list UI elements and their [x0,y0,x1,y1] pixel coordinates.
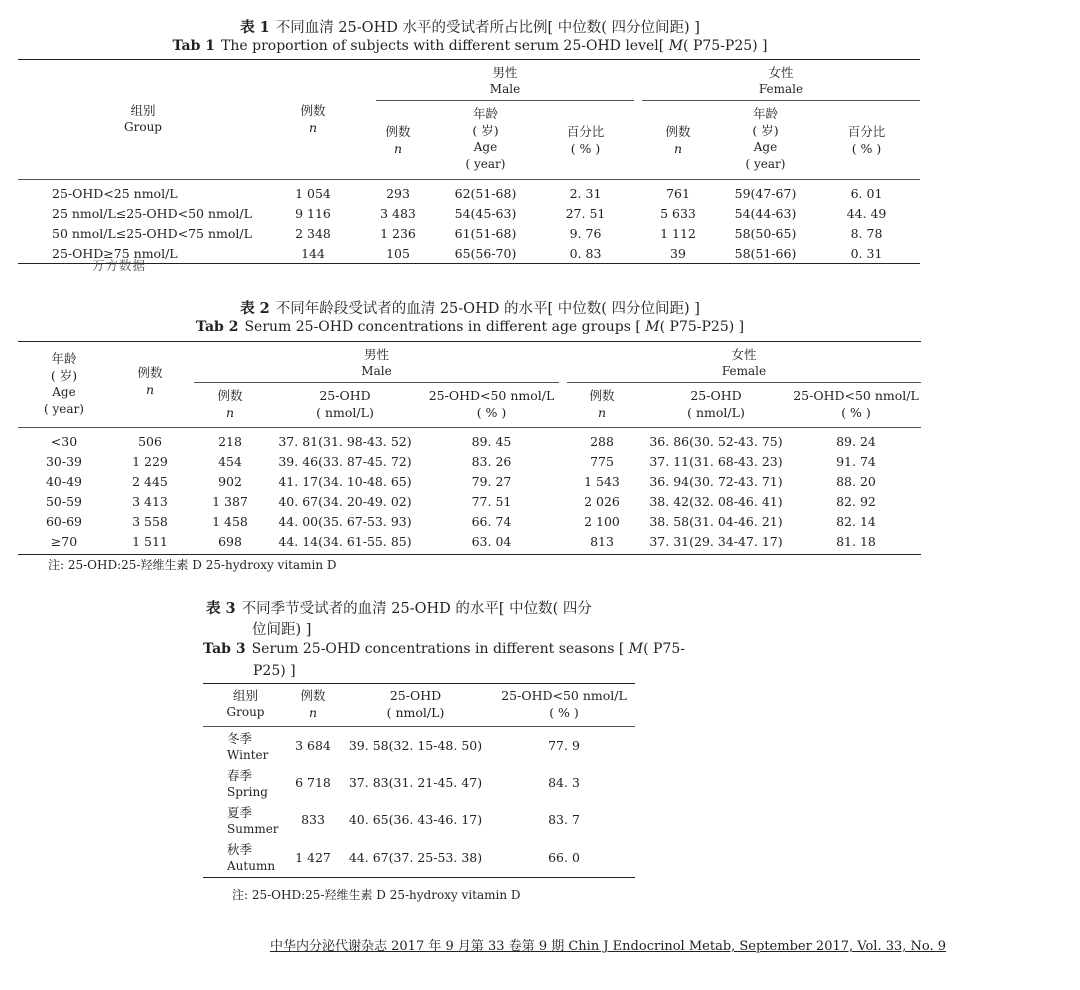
t2-head-female-lt50: 25-OHD<50 nmol/L ( % ) [791,383,921,428]
t3-head-n: 例数 n [288,684,338,727]
t1-head-male-n: 例数 n [358,101,438,180]
t2-head-female-n: 例数 n [563,383,641,428]
table2 [18,341,921,555]
table1-caption-zh: 表 1 不同血清 25-OHD 水平的受试者所占比例[ 中位数( 四分位间距) ] [240,19,700,36]
table3-note: 注: 25-OHD:25-羟维生素 D 25-hydroxy vitamin D [232,888,521,902]
t3-head-ohd: 25-OHD ( nmol/L) [338,684,493,727]
t2-head-n: 例数 n [110,342,190,428]
table-row: 30-39 1 229 454 39. 46(33. 87-45. 72) 83. 26 775 37. 11(31. 68-43. 23) 91. 74 [45,454,876,469]
t3-head-group: 组别 Group [203,684,288,727]
table3-caption-en-cont: P25) ] [253,663,296,679]
t1-head-n: 例数 n [268,60,358,180]
table-row: 50-59 3 413 1 387 40. 67(34. 20-49. 02) 77. 51 2 026 38. 42(32. 08-46. 41) 82. 92 [45,494,876,509]
table-row: 40-49 2 445 902 41. 17(34. 10-48. 65) 79. 27 1 543 36. 94(30. 72-43. 71) 88. 20 [45,474,876,489]
table3-caption-zh: 表 3 不同季节受试者的血清 25-OHD 的水平[ 中位数( 四分 [206,600,592,617]
table-row: 25-OHD<25 nmol/L 1 054 293 62(51-68) 2. 31 761 59(47-67) 6. 01 [52,186,883,201]
table-row: 冬季 Winter 3 684 39. 58(32. 15-48. 50) 77. 9 [227,731,580,762]
table-row: 25-OHD≥75 nmol/L 144 105 65(56-70) 0. 83 39 58(51-66) 0. 31 [18,242,920,264]
table1 [18,59,920,264]
t2-head-male-n: 例数 n [190,383,270,428]
table3-caption-en: Tab 3 Serum 25-OHD concentrations in different seasons [ M( P75- [203,641,685,657]
t1-head-male-age: 年龄 ( 岁) Age ( year) [438,101,533,180]
table2-note: 注: 25-OHD:25-羟维生素 D 25-hydroxy vitamin D [48,558,337,572]
t2-head-female-ohd: 25-OHD ( nmol/L) [641,383,791,428]
journal-footer: 中华内分泌代谢杂志 2017 年 9 月第 33 卷第 9 期 Chin J Endocrinol Metab, September 2017, Vol. 33, No. 9 [270,939,947,954]
t1-head-female-age: 年龄 ( 岁) Age ( year) [718,101,813,180]
table3-caption-zh-cont: 位间距) ] [252,622,312,638]
table-row: 春季 Spring 6 718 37. 83(31. 21-45. 47) 84. 3 [227,768,580,799]
table3 [203,683,635,878]
table-row: 夏季 Summer 833 40. 65(36. 43-46. 17) 83. 7 [227,805,580,836]
t1-head-female-n: 例数 n [638,101,718,180]
table-row: 50 nmol/L≤25-OHD<75 nmol/L 2 348 1 236 61(51-68) 9. 76 1 112 58(50-65) 8. 78 [52,226,883,241]
t2-head-male-lt50: 25-OHD<50 nmol/L ( % ) [420,383,563,428]
table-row: ≥70 1 511 698 44. 14(34. 61-55. 85) 63. 04 813 37. 31(29. 34-47. 17) 81. 18 [18,530,921,555]
t2-head-male-ohd: 25-OHD ( nmol/L) [270,383,420,428]
t1-head-female: 女性 Female [638,60,920,102]
table-row: 秋季 Autumn 1 427 44. 67(37. 25-53. 38) 66. 0 [203,838,635,878]
table1-caption-en: Tab 1 The proportion of subjects with different serum 25-OHD level[ M( P75-P25) ] [172,38,768,54]
t1-head-male-pct: 百分比 ( % ) [533,101,638,180]
table2-caption-en: Tab 2 Serum 25-OHD concentrations in different age groups [ M( P75-P25) ] [195,319,745,335]
t2-head-female: 女性 Female [563,342,921,384]
table-row: <30 506 218 37. 81(31. 98-43. 52) 89. 45 288 36. 86(30. 52-43. 75) 89. 24 [50,434,876,449]
t2-head-male: 男性 Male [190,342,563,384]
watermark: 万方数据 [92,258,147,273]
table-row: 25 nmol/L≤25-OHD<50 nmol/L 9 116 3 483 54(45-63) 27. 51 5 633 54(44-63) 44. 49 [52,206,887,221]
table2-caption-zh: 表 2 不同年龄段受试者的血清 25-OHD 的水平[ 中位数( 四分位间距) ] [240,300,700,317]
t1-head-male: 男性 Male [358,60,638,102]
t1-head-group: 组别 Group [18,60,268,180]
table-row: 60-69 3 558 1 458 44. 00(35. 67-53. 93) 66. 74 2 100 38. 58(31. 04-46. 21) 82. 14 [45,514,876,529]
t3-head-lt50: 25-OHD<50 nmol/L ( % ) [493,684,635,727]
t1-head-female-pct: 百分比 ( % ) [813,101,920,180]
t2-head-age: 年龄 ( 岁) Age ( year) [18,342,110,428]
